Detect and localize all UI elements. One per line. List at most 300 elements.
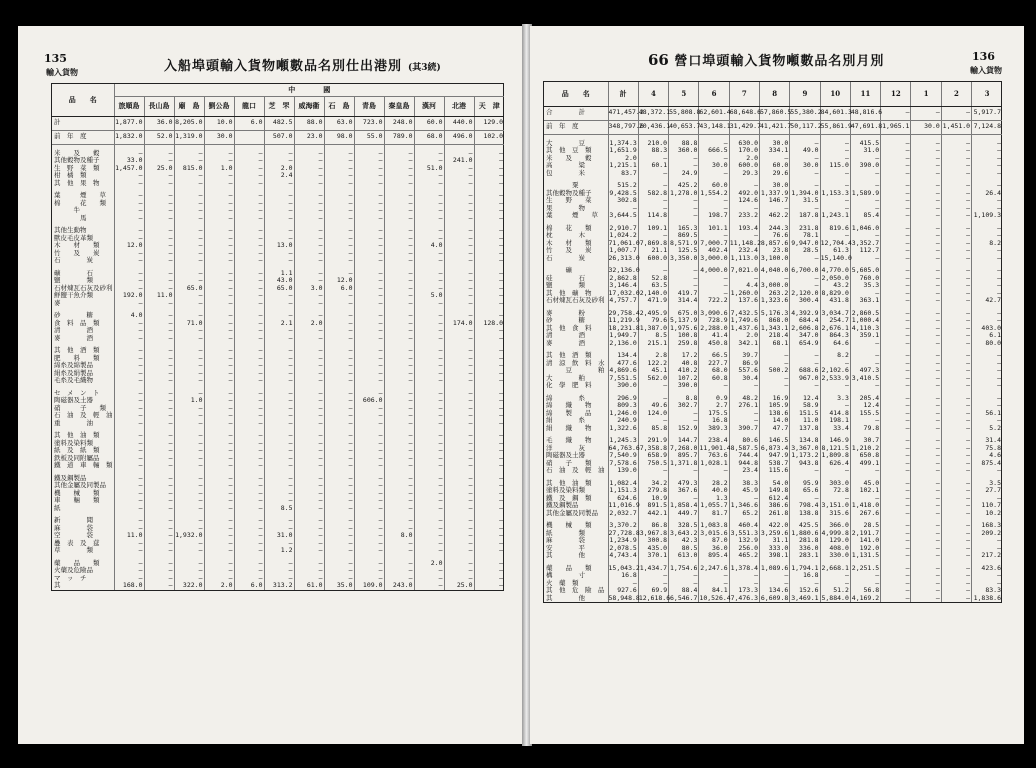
summary-row bbox=[52, 116, 504, 130]
value-cell: — bbox=[264, 490, 294, 498]
value-cell: — bbox=[881, 190, 911, 198]
value-cell: 6,546.7 bbox=[670, 593, 698, 602]
value-cell: 1.0 bbox=[174, 397, 204, 405]
value-cell: 1,210.2 bbox=[851, 443, 880, 452]
value-cell: — bbox=[474, 412, 504, 420]
value-cell: — bbox=[204, 235, 234, 243]
value-cell: 137.6 bbox=[729, 297, 759, 305]
value-cell: — bbox=[638, 170, 668, 178]
value-cell: — bbox=[444, 377, 474, 385]
value-cell: — bbox=[324, 412, 354, 420]
value-cell: 125.5 bbox=[669, 247, 699, 255]
value-cell: 333.0 bbox=[760, 545, 790, 553]
value-cell: — bbox=[911, 325, 941, 333]
value-cell: — bbox=[204, 462, 234, 470]
value-cell: 471,457.2 bbox=[608, 106, 638, 120]
value-cell: 1,394.0 bbox=[791, 188, 819, 197]
value-cell: — bbox=[444, 227, 474, 235]
value-cell: 12,704.4 bbox=[820, 238, 852, 247]
value-cell: 500.2 bbox=[760, 367, 790, 375]
value-cell: 11,016.9 bbox=[608, 501, 640, 509]
column-header: 9 bbox=[790, 82, 820, 106]
value-cell: — bbox=[729, 275, 759, 283]
column-header: 10 bbox=[820, 82, 850, 106]
value-cell: 175.5 bbox=[699, 410, 729, 418]
item-name: 其他生動物 bbox=[54, 226, 87, 234]
value-cell: — bbox=[414, 462, 444, 470]
value-cell: — bbox=[941, 310, 971, 318]
value-cell: — bbox=[354, 180, 384, 188]
value-cell: — bbox=[444, 257, 474, 265]
value-cell: — bbox=[699, 572, 729, 580]
item-name: 肥 料 類 bbox=[54, 353, 100, 362]
value-cell: — bbox=[638, 580, 668, 588]
value-cell: 967.0 bbox=[790, 375, 820, 383]
value-cell: — bbox=[474, 497, 504, 505]
table-row bbox=[544, 467, 1002, 475]
item-name: 包 米 bbox=[546, 168, 585, 177]
value-cell: — bbox=[474, 532, 504, 540]
value-cell: — bbox=[354, 447, 384, 455]
value-cell: — bbox=[941, 410, 971, 418]
value-cell: 1,215.1 bbox=[609, 161, 637, 169]
value-cell: — bbox=[264, 347, 294, 355]
value-cell: — bbox=[941, 510, 971, 518]
value-cell: — bbox=[114, 335, 144, 343]
value-cell: — bbox=[294, 517, 324, 525]
value-cell: — bbox=[234, 567, 264, 575]
value-cell: — bbox=[474, 157, 504, 165]
value-cell: — bbox=[204, 525, 234, 533]
value-cell: — bbox=[729, 382, 759, 390]
value-cell: 56.1 bbox=[972, 410, 1002, 418]
value-cell: 30.0 bbox=[699, 162, 729, 170]
value-cell: — bbox=[699, 205, 729, 213]
value-cell: — bbox=[324, 462, 354, 470]
value-cell: — bbox=[911, 417, 941, 425]
value-cell: — bbox=[384, 525, 414, 533]
value-cell: 1,319.0 bbox=[174, 130, 204, 144]
value-cell: 30.0 bbox=[760, 140, 790, 148]
value-cell: — bbox=[669, 572, 699, 580]
value-cell: 129.0 bbox=[820, 537, 850, 545]
value-cell: 4,392.9 bbox=[791, 308, 819, 317]
value-cell: — bbox=[174, 447, 204, 455]
table-row bbox=[52, 432, 504, 440]
value-cell: — bbox=[264, 525, 294, 533]
value-cell: — bbox=[384, 475, 414, 483]
value-cell: — bbox=[144, 540, 174, 548]
page-number: 135 bbox=[44, 52, 67, 65]
value-cell: 435.0 bbox=[638, 545, 668, 553]
value-cell: — bbox=[972, 495, 1002, 503]
value-cell: 16.8 bbox=[790, 572, 820, 580]
value-cell: — bbox=[204, 497, 234, 505]
item-name: 枕 木 bbox=[546, 231, 585, 239]
value-cell: — bbox=[294, 447, 324, 455]
value-cell: — bbox=[144, 497, 174, 505]
value-cell: 192.0 bbox=[114, 292, 144, 300]
value-cell: 2,050.0 bbox=[821, 273, 849, 282]
value-cell: 322.0 bbox=[174, 582, 204, 590]
value-cell: 29,758.4 bbox=[608, 308, 640, 317]
value-cell: 36.0 bbox=[699, 545, 729, 553]
table-row bbox=[52, 347, 504, 355]
value-cell: — bbox=[972, 275, 1002, 283]
value-cell: 215.1 bbox=[638, 340, 668, 348]
value-cell: 347.0 bbox=[790, 332, 820, 340]
value-cell: 29.3 bbox=[729, 170, 759, 178]
column-header: 秦皇島 bbox=[384, 96, 414, 116]
item-name: 高 粱 bbox=[546, 161, 585, 169]
value-cell: — bbox=[911, 190, 941, 198]
value-cell: 27.7 bbox=[972, 487, 1002, 495]
value-cell: — bbox=[144, 300, 174, 308]
item-name: 其 他 bbox=[546, 551, 585, 559]
value-cell: — bbox=[414, 532, 444, 540]
value-cell: 419.7 bbox=[669, 290, 699, 298]
value-cell: — bbox=[264, 250, 294, 258]
value-cell: 80.5 bbox=[669, 545, 699, 553]
value-cell: — bbox=[354, 150, 384, 158]
value-cell: — bbox=[384, 560, 414, 568]
value-cell: 88.8 bbox=[669, 140, 699, 148]
value-cell: 3,370.2 bbox=[609, 521, 637, 529]
value-cell: — bbox=[941, 502, 971, 510]
value-cell: — bbox=[911, 530, 941, 538]
value-cell: 8,829.0 bbox=[821, 288, 849, 297]
value-cell: — bbox=[144, 517, 174, 525]
value-cell: 30.0 bbox=[204, 130, 234, 144]
value-cell: — bbox=[881, 255, 911, 263]
value-cell: 279.8 bbox=[638, 487, 668, 495]
value-cell: — bbox=[234, 440, 264, 448]
value-cell: — bbox=[972, 290, 1002, 298]
value-cell: 4,757.7 bbox=[609, 296, 637, 304]
value-cell: 3,146.4 bbox=[609, 281, 637, 289]
value-cell: — bbox=[911, 140, 941, 148]
value-cell: — bbox=[850, 417, 880, 425]
value-cell: 10.2 bbox=[972, 510, 1002, 518]
value-cell: — bbox=[881, 425, 911, 433]
value-cell: — bbox=[324, 235, 354, 243]
item-name: 豆 粕 bbox=[546, 366, 605, 374]
value-cell: — bbox=[669, 212, 699, 220]
value-cell: 56.8 bbox=[850, 587, 880, 595]
table-row bbox=[52, 192, 504, 200]
value-cell: — bbox=[972, 537, 1002, 545]
value-cell: — bbox=[850, 155, 880, 163]
value-cell: 263.2 bbox=[760, 290, 790, 298]
value-cell: 45.9 bbox=[729, 487, 759, 495]
value-cell: — bbox=[114, 285, 144, 293]
value-cell: 13.0 bbox=[264, 242, 294, 250]
value-cell: 1,387.0 bbox=[639, 323, 668, 332]
value-cell: — bbox=[444, 440, 474, 448]
value-cell: — bbox=[911, 255, 941, 263]
value-cell: 84.1 bbox=[699, 587, 729, 595]
value-cell: — bbox=[881, 530, 911, 538]
value-cell: 102.1 bbox=[850, 487, 880, 495]
value-cell: — bbox=[444, 362, 474, 370]
value-cell: — bbox=[474, 277, 504, 285]
value-cell: 744.4 bbox=[729, 452, 759, 460]
value-cell: 819.6 bbox=[820, 225, 850, 233]
value-cell: — bbox=[474, 347, 504, 355]
value-cell: — bbox=[444, 532, 474, 540]
column-header: 1 bbox=[911, 82, 941, 106]
value-cell: — bbox=[444, 517, 474, 525]
value-cell: 134.8 bbox=[790, 437, 820, 445]
value-cell: — bbox=[881, 147, 911, 155]
value-cell: 40.0 bbox=[699, 487, 729, 495]
value-cell: — bbox=[444, 567, 474, 575]
value-cell: — bbox=[941, 545, 971, 553]
value-cell: 425.5 bbox=[790, 522, 820, 530]
page-sublabel: 輸入貨物 bbox=[46, 67, 78, 77]
value-cell: — bbox=[474, 362, 504, 370]
table-row bbox=[52, 482, 504, 490]
value-cell: — bbox=[881, 452, 911, 460]
value-cell: 2.7 bbox=[699, 402, 729, 410]
value-cell: — bbox=[941, 445, 971, 453]
value-cell: — bbox=[941, 267, 971, 275]
value-cell: — bbox=[669, 205, 699, 213]
value-cell: 8,121.5 bbox=[821, 443, 849, 452]
value-cell: — bbox=[354, 540, 384, 548]
value-cell: 26,313.0 bbox=[608, 253, 640, 262]
item-name: 麥 酒 bbox=[546, 338, 585, 347]
value-cell: — bbox=[790, 495, 820, 503]
value-cell: — bbox=[354, 505, 384, 513]
value-cell: — bbox=[414, 497, 444, 505]
value-cell: 60.1 bbox=[638, 162, 668, 170]
page-title bbox=[648, 50, 884, 69]
item-name: 藥 品 類 bbox=[54, 558, 100, 567]
value-cell: 1.0 bbox=[204, 165, 234, 173]
value-cell: — bbox=[114, 355, 144, 363]
item-name: 麥 粉 bbox=[546, 308, 585, 317]
value-cell: — bbox=[354, 285, 384, 293]
value-cell: — bbox=[972, 467, 1002, 475]
value-cell: — bbox=[354, 347, 384, 355]
value-cell: — bbox=[941, 247, 971, 255]
value-cell: 314.4 bbox=[669, 297, 699, 305]
value-cell: — bbox=[264, 227, 294, 235]
value-cell: 303.0 bbox=[820, 480, 850, 488]
value-cell: 30.0 bbox=[790, 162, 820, 170]
value-cell: 465.2 bbox=[729, 552, 759, 560]
value-cell: — bbox=[234, 250, 264, 258]
value-cell: — bbox=[264, 292, 294, 300]
value-cell: — bbox=[174, 347, 204, 355]
item-name: 硝 子 類 bbox=[546, 458, 592, 467]
value-cell: 4,999.8 bbox=[821, 528, 849, 537]
column-header: 天 津 bbox=[474, 96, 504, 116]
value-cell: — bbox=[294, 150, 324, 158]
table-row bbox=[52, 362, 504, 370]
value-cell: 227.7 bbox=[699, 360, 729, 368]
value-cell: — bbox=[204, 540, 234, 548]
item-name: 竹 及 炭 bbox=[546, 246, 592, 254]
value-cell: — bbox=[941, 205, 971, 213]
value-cell: — bbox=[414, 312, 444, 320]
value-cell: — bbox=[264, 207, 294, 215]
value-cell: 410.2 bbox=[669, 367, 699, 375]
value-cell: — bbox=[354, 370, 384, 378]
value-cell: — bbox=[414, 227, 444, 235]
value-cell: — bbox=[174, 172, 204, 180]
value-cell: 152.6 bbox=[790, 587, 820, 595]
value-cell: — bbox=[294, 432, 324, 440]
value-cell: 281.8 bbox=[790, 537, 820, 545]
value-cell: — bbox=[294, 482, 324, 490]
value-cell: — bbox=[144, 432, 174, 440]
value-cell: — bbox=[911, 402, 941, 410]
value-cell: — bbox=[820, 360, 850, 368]
value-cell: — bbox=[174, 250, 204, 258]
value-cell: — bbox=[760, 352, 790, 360]
summary-row bbox=[544, 106, 1002, 120]
value-cell: — bbox=[881, 537, 911, 545]
item-name: 塗料及染料類 bbox=[546, 486, 585, 494]
value-cell: — bbox=[174, 455, 204, 463]
value-cell: 8.0 bbox=[384, 532, 414, 540]
value-cell: 75.8 bbox=[972, 445, 1002, 453]
value-cell: — bbox=[911, 552, 941, 560]
value-cell: — bbox=[444, 165, 474, 173]
table-row bbox=[52, 405, 504, 413]
value-cell: — bbox=[294, 420, 324, 428]
value-cell: — bbox=[881, 487, 911, 495]
value-cell: — bbox=[294, 455, 324, 463]
value-cell: — bbox=[444, 540, 474, 548]
value-cell: 722.2 bbox=[699, 297, 729, 305]
value-cell: — bbox=[911, 460, 941, 468]
value-cell: — bbox=[174, 200, 204, 208]
value-cell: — bbox=[941, 340, 971, 348]
column-header: 旅順島 bbox=[114, 96, 144, 116]
value-cell: — bbox=[234, 165, 264, 173]
item-name: 安 平 bbox=[546, 543, 585, 552]
value-cell: — bbox=[414, 390, 444, 398]
value-cell: — bbox=[881, 205, 911, 213]
value-cell: — bbox=[941, 147, 971, 155]
value-cell: — bbox=[699, 170, 729, 178]
value-cell: — bbox=[414, 482, 444, 490]
value-cell: — bbox=[911, 360, 941, 368]
value-cell: — bbox=[414, 327, 444, 335]
value-cell: 6.0 bbox=[234, 116, 264, 130]
value-cell: — bbox=[234, 285, 264, 293]
page-sublabel: 輸入貨物 bbox=[970, 65, 1002, 75]
value-cell: — bbox=[972, 232, 1002, 240]
value-cell: 390.7 bbox=[729, 425, 759, 433]
value-cell: — bbox=[324, 475, 354, 483]
value-cell: 5.0 bbox=[414, 292, 444, 300]
value-cell: — bbox=[354, 200, 384, 208]
value-cell: — bbox=[972, 255, 1002, 263]
value-cell: 313.2 bbox=[264, 582, 294, 590]
value-cell: 168.0 bbox=[114, 582, 144, 590]
value-cell: 51.2 bbox=[820, 587, 850, 595]
value-cell: — bbox=[729, 417, 759, 425]
value-cell: — bbox=[144, 257, 174, 265]
value-cell: 460.4 bbox=[729, 522, 759, 530]
value-cell: — bbox=[114, 270, 144, 278]
value-cell: 2,251.5 bbox=[851, 563, 880, 572]
value-cell: — bbox=[324, 370, 354, 378]
value-cell: — bbox=[699, 282, 729, 290]
value-cell: 1,651.9 bbox=[609, 146, 637, 154]
value-cell: 8.5 bbox=[638, 332, 668, 340]
value-cell: 5,137.9 bbox=[670, 316, 698, 324]
value-cell: — bbox=[324, 447, 354, 455]
value-cell: — bbox=[144, 370, 174, 378]
value-cell: 24.9 bbox=[669, 170, 699, 178]
value-cell: — bbox=[881, 297, 911, 305]
value-cell: — bbox=[414, 270, 444, 278]
value-cell: 389.3 bbox=[699, 425, 729, 433]
value-cell: 17.2 bbox=[669, 352, 699, 360]
value-cell: — bbox=[911, 522, 941, 530]
value-cell: 2,102.6 bbox=[821, 366, 849, 374]
value-cell: — bbox=[174, 567, 204, 575]
item-name: 石材煉瓦石灰及砂利 bbox=[54, 283, 113, 292]
value-cell: — bbox=[114, 200, 144, 208]
value-cell: — bbox=[114, 390, 144, 398]
item-name: 麥 酒 bbox=[54, 333, 93, 342]
value-cell: — bbox=[234, 412, 264, 420]
value-cell: 2.1 bbox=[264, 320, 294, 328]
value-cell: — bbox=[264, 390, 294, 398]
value-cell: — bbox=[114, 172, 144, 180]
value-cell: — bbox=[324, 327, 354, 335]
value-cell: 359.1 bbox=[850, 332, 880, 340]
value-cell: — bbox=[204, 215, 234, 223]
value-cell: — bbox=[324, 505, 354, 513]
value-cell: — bbox=[234, 505, 264, 513]
value-cell: — bbox=[444, 575, 474, 583]
value-cell: — bbox=[444, 397, 474, 405]
value-cell: — bbox=[911, 375, 941, 383]
value-cell: — bbox=[114, 475, 144, 483]
value-cell: — bbox=[760, 360, 790, 368]
value-cell: — bbox=[294, 242, 324, 250]
value-cell: — bbox=[324, 215, 354, 223]
value-cell: — bbox=[354, 462, 384, 470]
table-row bbox=[52, 312, 504, 320]
value-cell: 267.6 bbox=[850, 510, 880, 518]
value-cell: — bbox=[174, 235, 204, 243]
value-cell: — bbox=[638, 572, 668, 580]
value-cell: — bbox=[354, 300, 384, 308]
value-cell: 1,589.9 bbox=[851, 188, 880, 197]
value-cell: — bbox=[911, 580, 941, 588]
value-cell: — bbox=[941, 382, 971, 390]
value-cell: — bbox=[174, 420, 204, 428]
value-cell: — bbox=[474, 462, 504, 470]
value-cell: 4,110.3 bbox=[851, 323, 880, 332]
value-cell: — bbox=[264, 192, 294, 200]
value-cell: 723.0 bbox=[354, 116, 384, 130]
value-cell: — bbox=[474, 207, 504, 215]
value-cell: — bbox=[294, 412, 324, 420]
value-cell: — bbox=[384, 277, 414, 285]
value-cell: — bbox=[234, 235, 264, 243]
value-cell: 16.9 bbox=[760, 395, 790, 403]
value-cell: — bbox=[911, 572, 941, 580]
